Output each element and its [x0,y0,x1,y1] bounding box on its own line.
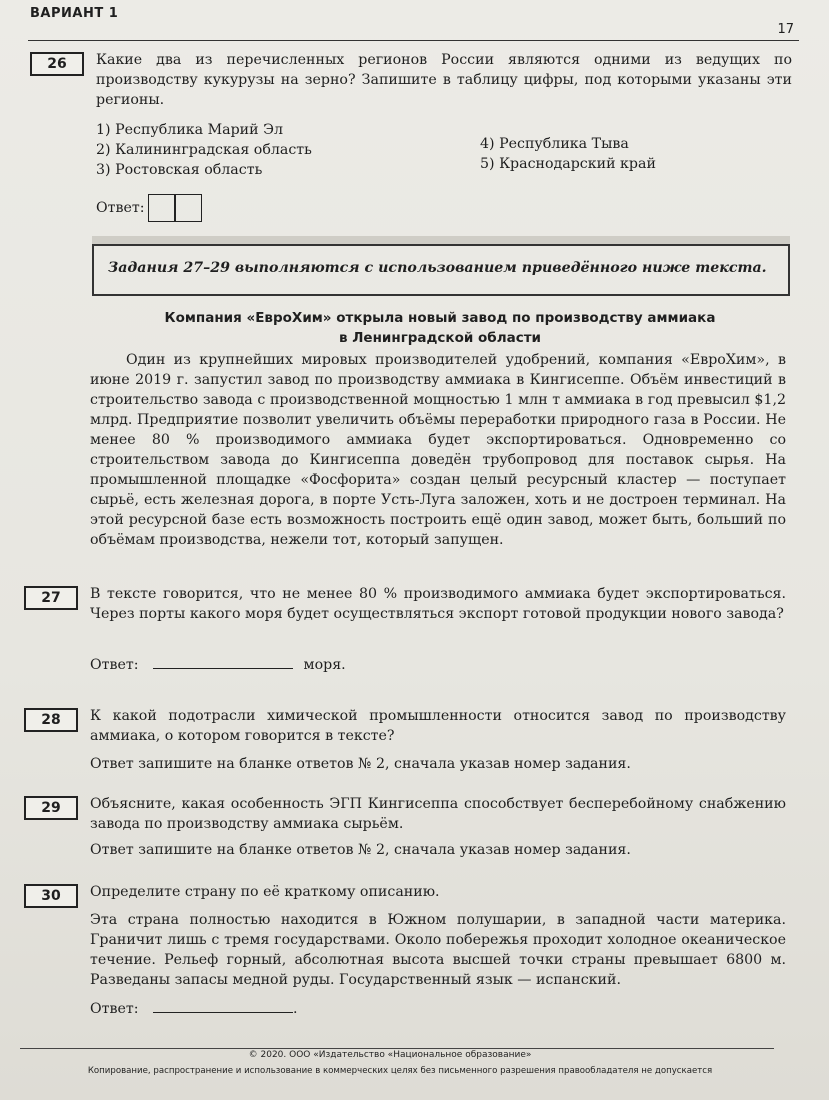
task-26-answer-row [96,194,202,222]
task-26-question: Какие два из перечисленных регионов России являются одними из ведущих по производству кукурузы на зерно? Запишите в таблицу цифры, под которыми указаны эти регионы. [96,52,792,108]
task-30-description: Эта страна полностью находится в Южном полушарии, в западной части материка. Граничит лишь с тремя государствами. Около побережья проходит холодное океаническое течение. Рельеф горный, абсолютная высота высшей точки страны превышает 6800 м. Разведаны запасы медной руды. Государственный язык — испанский. [90,912,786,988]
option-1: 1) Республика Марий Эл [96,122,283,138]
task-29-number: 29 [24,796,78,820]
article-title-line-1: Компания «ЕвроХим» открыла новый завод по производству аммиака [164,310,716,326]
article-title-line-2: в Ленинградской области [338,330,542,346]
task-26-options-left [96,120,312,180]
task-27-number: 27 [24,586,78,610]
task-30-question: Определите страну по её краткому описанию. [90,884,440,900]
task-27-answer-field[interactable] [153,654,293,669]
task-28-instruction: Ответ запишите на бланке ответов № 2, сначала указав номер задания. [90,756,631,772]
answer-cell-1[interactable] [148,194,176,222]
article-paragraph: Один из крупнейших мировых производителей удобрений, компания «ЕвроХим», в июне 2019 г. запустил завод по производству аммиака в Кингисеппе. Объём инвестиций в строительство завода с производственной мощностью 1 млн т аммиака в год превысил $1,2 млрд. Предприятие позволит увеличить объёмы переработки природного газа в России. Не менее 80 % производимого аммиака будет экспортироваться. Одновременно со строительством завода до Кингисеппа доведён трубопровод для поставок сырья. На промышленной площадке «Фосфорита» создан целый ресурсный кластер — поступает сырьё, есть железная дорога, в порте Усть-Луга заложен, хоть и не достроен терминал. На этой ресурсной базе есть возможность построить ещё один завод, может быть, больший по объёмам производства, нежели тот, который запущен. [90,352,786,548]
answer-label: Ответ: [90,1001,139,1017]
task-26-number: 26 [30,52,84,76]
option-2: 2) Калининградская область [96,142,312,158]
answer-cell-2[interactable] [174,194,202,222]
task-29-question: Объясните, какая особенность ЭГП Кингисеппа способствует бесперебойному снабжению завода по производству аммиака сырьём. [90,796,786,832]
header-divider [28,40,799,41]
task-29-instruction: Ответ запишите на бланке ответов № 2, сначала указав номер задания. [90,842,631,858]
answer-suffix: . [293,1001,298,1017]
footer-copyright: © 2020. ООО «Издательство «Национальное образование» [248,1050,532,1060]
task-30-number: 30 [24,884,78,908]
task-30-answer-row [90,998,298,1017]
task-27-question: В тексте говорится, что не менее 80 % производимого аммиака будет экспортироваться. Через порты какого моря будет осуществляться экспорт готовой продукции нового завода? [90,586,786,622]
option-4: 4) Республика Тыва [480,136,629,152]
task-26-options-right [480,134,656,174]
footer-notice: Копирование, распространение и использование в коммерческих целях без письменного разрешения правообладателя не допускается [87,1066,713,1076]
option-5: 5) Краснодарский край [480,156,656,172]
tasks-27-29-banner [92,244,790,296]
variant-label: ВАРИАНТ 1 [30,6,119,21]
answer-label: Ответ: [90,657,139,673]
page-number: 17 [777,22,794,37]
article-body [90,350,786,550]
answer-label: Ответ: [96,200,145,216]
task-28-number: 28 [24,708,78,732]
task-27-answer-row [90,654,346,673]
answer-suffix: моря. [303,657,346,673]
task-28-question: К какой подотрасли химической промышленности относится завод по производству аммиака, о котором говорится в тексте? [90,708,786,744]
banner-text: Задания 27–29 выполняются с использованием приведённого ниже текста. [108,260,767,276]
option-3: 3) Ростовская область [96,162,263,178]
task-30-answer-field[interactable] [153,998,293,1013]
footer-divider [20,1048,774,1049]
